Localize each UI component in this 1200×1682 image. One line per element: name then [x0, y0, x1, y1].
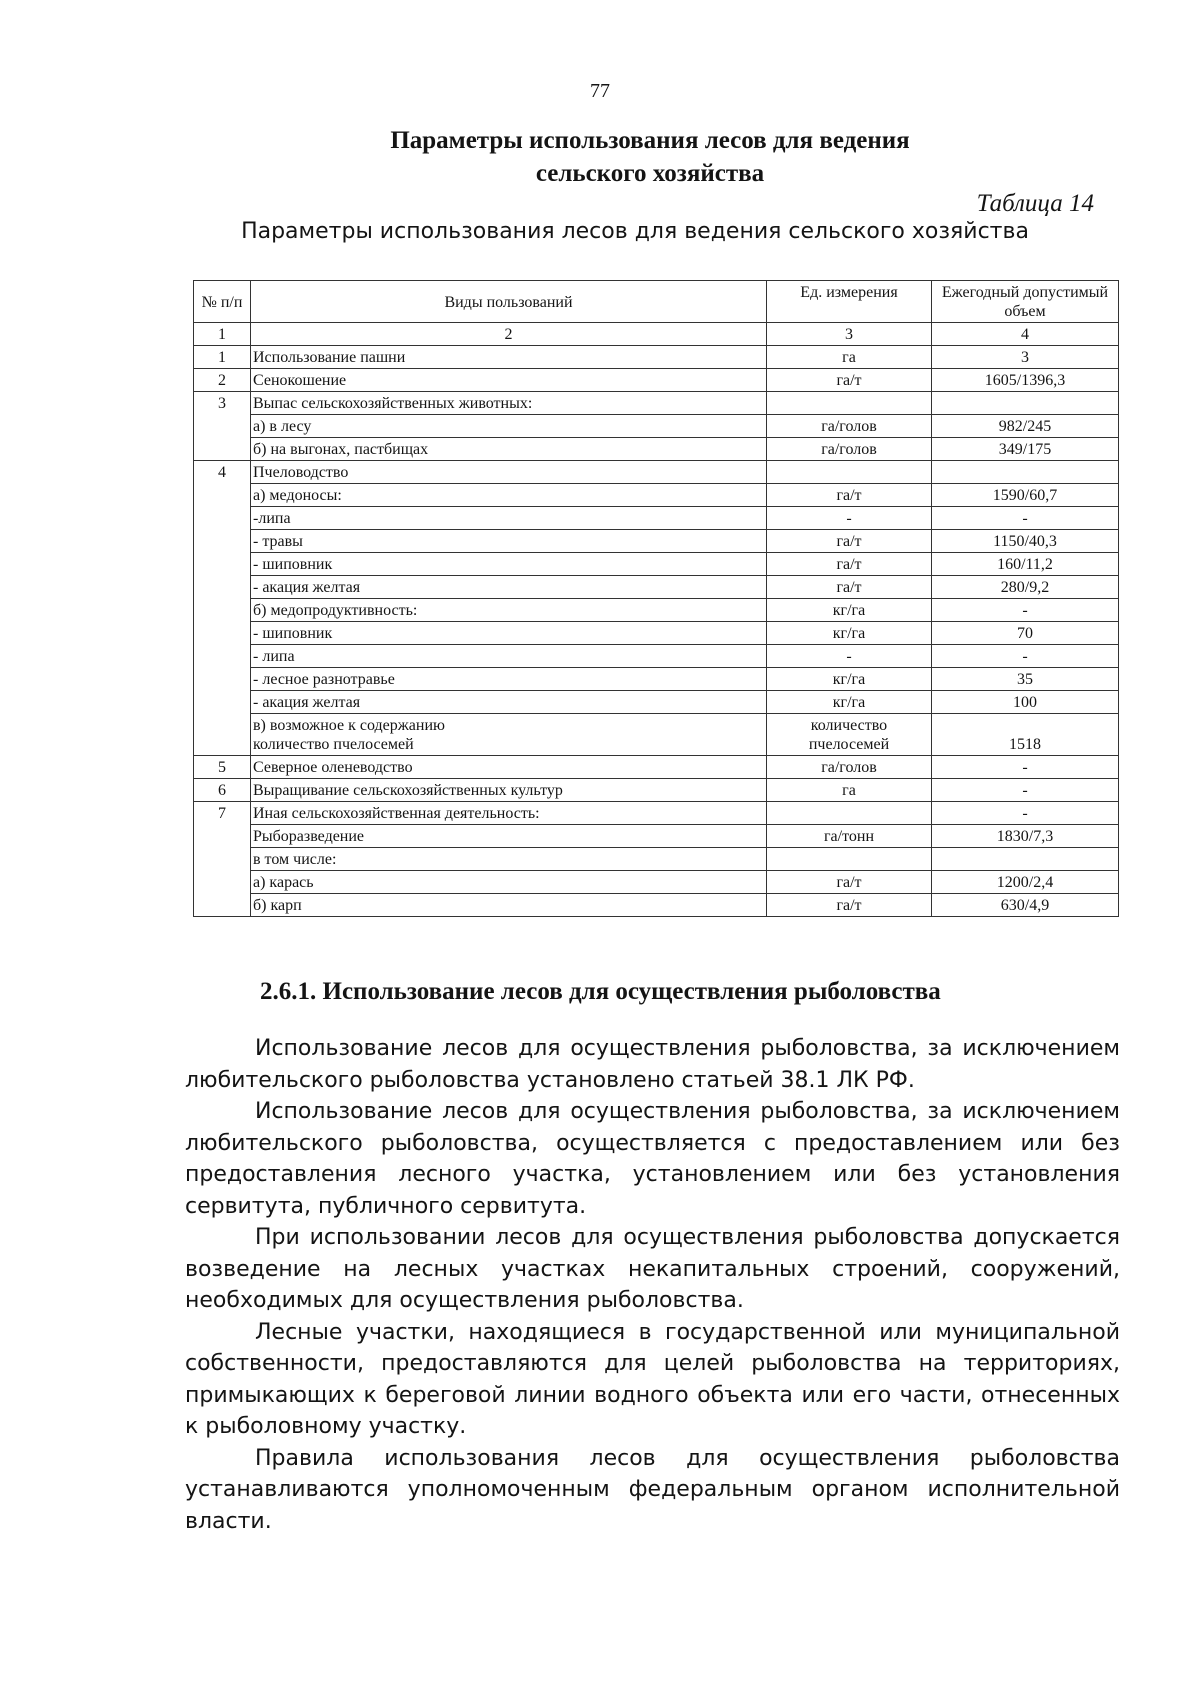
table-row: [194, 779, 1119, 802]
table-row: [194, 802, 1119, 825]
unit: кг/га: [767, 691, 932, 714]
annual-volume: [932, 461, 1119, 484]
annual-volume: 1830/7,3: [932, 825, 1119, 848]
usage-type: Выращивание сельскохозяйственных культур: [251, 779, 767, 802]
unit: га/голов: [767, 415, 932, 438]
table-row: [194, 415, 1119, 438]
unit: [767, 802, 932, 825]
table-row: [194, 645, 1119, 668]
usage-type: - шиповник: [251, 622, 767, 645]
annual-volume: [932, 392, 1119, 415]
row-number: 1: [194, 346, 251, 369]
table-row: [194, 438, 1119, 461]
usage-type: Пчеловодство: [251, 461, 767, 484]
paragraph: Использование лесов для осуществления рыболовства, за исключением любительского рыболовства, осуществляется с предоставлением или без предоставления лесного участка, установлением или без установления сервитута, публичного сервитута.: [185, 1099, 1120, 1219]
annual-volume: 160/11,2: [932, 553, 1119, 576]
annual-volume: 100: [932, 691, 1119, 714]
usage-type: Выпас сельскохозяйственных животных:: [251, 392, 767, 415]
table-row: [194, 691, 1119, 714]
heading-line-2: сельского хозяйства: [535, 160, 765, 187]
annual-volume: -: [932, 756, 1119, 779]
usage-type: - акация желтая: [251, 576, 767, 599]
unit: га/т: [767, 369, 932, 392]
table-row: [194, 392, 1119, 415]
column-number: 1: [194, 323, 251, 346]
paragraph: При использовании лесов для осуществления рыболовства допускается возведение на лесных участках некапитальных строений, сооружений, необходимых для осуществления рыболовства.: [185, 1225, 1120, 1313]
row-number: 6: [194, 779, 251, 802]
column-number: 3: [767, 323, 932, 346]
unit: га/т: [767, 530, 932, 553]
unit: [767, 461, 932, 484]
usage-type: а) медоносы:: [251, 484, 767, 507]
usage-type: - липа: [251, 645, 767, 668]
table-row: [194, 825, 1119, 848]
paragraph: Правила использования лесов для осуществления рыболовства устанавливаются уполномоченным федеральным органом исполнительной власти.: [185, 1445, 1120, 1534]
table-row: [194, 756, 1119, 779]
annual-volume: 1200/2,4: [932, 871, 1119, 894]
usage-type: б) на выгонах, пастбищах: [251, 438, 767, 461]
heading-line-1: Параметры использования лесов для ведения: [390, 127, 910, 154]
paragraph: Лесные участки, находящиеся в государственной или муниципальной собственности, предоставляются для целей рыболовства на территориях, примыкающих к береговой линии водного объекта или его части, отнесенных к рыболовному участку.: [185, 1319, 1120, 1439]
usage-type: - травы: [251, 530, 767, 553]
row-number: 2: [194, 369, 251, 392]
unit-line: пчелосемей: [808, 736, 890, 753]
annual-volume: 280/9,2: [932, 576, 1119, 599]
unit: кг/га: [767, 622, 932, 645]
unit: -: [767, 507, 932, 530]
annual-volume: 982/245: [932, 415, 1119, 438]
table-row: [194, 576, 1119, 599]
table-row: [194, 599, 1119, 622]
row-number: 5: [194, 756, 251, 779]
usage-type: Северное оленеводство: [251, 756, 767, 779]
unit: кг/га: [767, 599, 932, 622]
unit: га/т: [767, 484, 932, 507]
header-num: № п/п: [194, 281, 251, 323]
paragraph: Использование лесов для осуществления рыболовства, за исключением любительского рыболовства установлено статьей 38.1 ЛК РФ.: [185, 1036, 1120, 1093]
table-row: [194, 530, 1119, 553]
usage-type: а) карась: [251, 871, 767, 894]
table-row: [194, 553, 1119, 576]
unit: га/т: [767, 553, 932, 576]
table-row: [194, 346, 1119, 369]
usage-type: -липа: [251, 507, 767, 530]
usage-type: - акация желтая: [251, 691, 767, 714]
unit: [767, 392, 932, 415]
header-type: Виды пользований: [251, 281, 767, 323]
annual-volume: 1605/1396,3: [932, 369, 1119, 392]
unit: га/тонн: [767, 825, 932, 848]
table-row: [194, 507, 1119, 530]
section-title: 2.6.1. Использование лесов для осуществления рыболовства: [260, 978, 941, 1005]
column-numbers-row: [194, 323, 1119, 346]
usage-type: а) в лесу: [251, 415, 767, 438]
row-number: 7: [194, 802, 251, 917]
annual-volume: 349/175: [932, 438, 1119, 461]
annual-volume: 1150/40,3: [932, 530, 1119, 553]
usage-type: в том числе:: [251, 848, 767, 871]
usage-type: б) карп: [251, 894, 767, 917]
body-text: [185, 1033, 1120, 1537]
usage-type: б) медопродуктивность:: [251, 599, 767, 622]
table-row: [194, 461, 1119, 484]
usage-type-line: в) возможное к содержанию: [253, 717, 445, 734]
table-row: [194, 369, 1119, 392]
header-volume: Ежегодный допустимый объем: [932, 281, 1119, 323]
page-heading: [300, 124, 1000, 190]
header-unit: Ед. измерения: [767, 281, 932, 323]
usage-type: Рыборазведение: [251, 825, 767, 848]
table-row: [194, 668, 1119, 691]
parameters-table: [193, 280, 1119, 917]
annual-volume: [932, 848, 1119, 871]
unit: [767, 848, 932, 871]
annual-volume: 630/4,9: [932, 894, 1119, 917]
usage-type: - лесное разнотравье: [251, 668, 767, 691]
unit: га/т: [767, 894, 932, 917]
unit: га/т: [767, 576, 932, 599]
usage-type: Сенокошение: [251, 369, 767, 392]
usage-type: Использование пашни: [251, 346, 767, 369]
annual-volume: -: [932, 507, 1119, 530]
annual-volume: -: [932, 802, 1119, 825]
unit: га: [767, 346, 932, 369]
unit: -: [767, 645, 932, 668]
column-number: 4: [932, 323, 1119, 346]
table-row: [194, 622, 1119, 645]
table-header-row: [194, 281, 1119, 323]
unit: га: [767, 779, 932, 802]
annual-volume: 35: [932, 668, 1119, 691]
row-number: 3: [194, 392, 251, 461]
table-label: Таблица 14: [976, 190, 1094, 217]
unit: га/голов: [767, 438, 932, 461]
row-number: 4: [194, 461, 251, 756]
table-row: [194, 894, 1119, 917]
annual-volume: 3: [932, 346, 1119, 369]
annual-volume: -: [932, 599, 1119, 622]
table-caption: Параметры использования лесов для ведения сельского хозяйства: [241, 219, 1029, 244]
table-row: [194, 714, 1119, 756]
unit-line: количество: [810, 717, 888, 734]
table-row: [194, 484, 1119, 507]
annual-volume: -: [932, 645, 1119, 668]
usage-type: - шиповник: [251, 553, 767, 576]
usage-type: [251, 714, 767, 756]
usage-type-line: количество пчелосемей: [253, 736, 414, 753]
unit: [767, 714, 932, 756]
annual-volume: 1518: [932, 714, 1119, 756]
unit: га/т: [767, 871, 932, 894]
page-number: 77: [590, 80, 610, 102]
column-number: 2: [251, 323, 767, 346]
annual-volume: 1590/60,7: [932, 484, 1119, 507]
usage-type: Иная сельскохозяйственная деятельность:: [251, 802, 767, 825]
table-row: [194, 848, 1119, 871]
table-row: [194, 871, 1119, 894]
annual-volume: 70: [932, 622, 1119, 645]
unit: га/голов: [767, 756, 932, 779]
unit: кг/га: [767, 668, 932, 691]
annual-volume: -: [932, 779, 1119, 802]
